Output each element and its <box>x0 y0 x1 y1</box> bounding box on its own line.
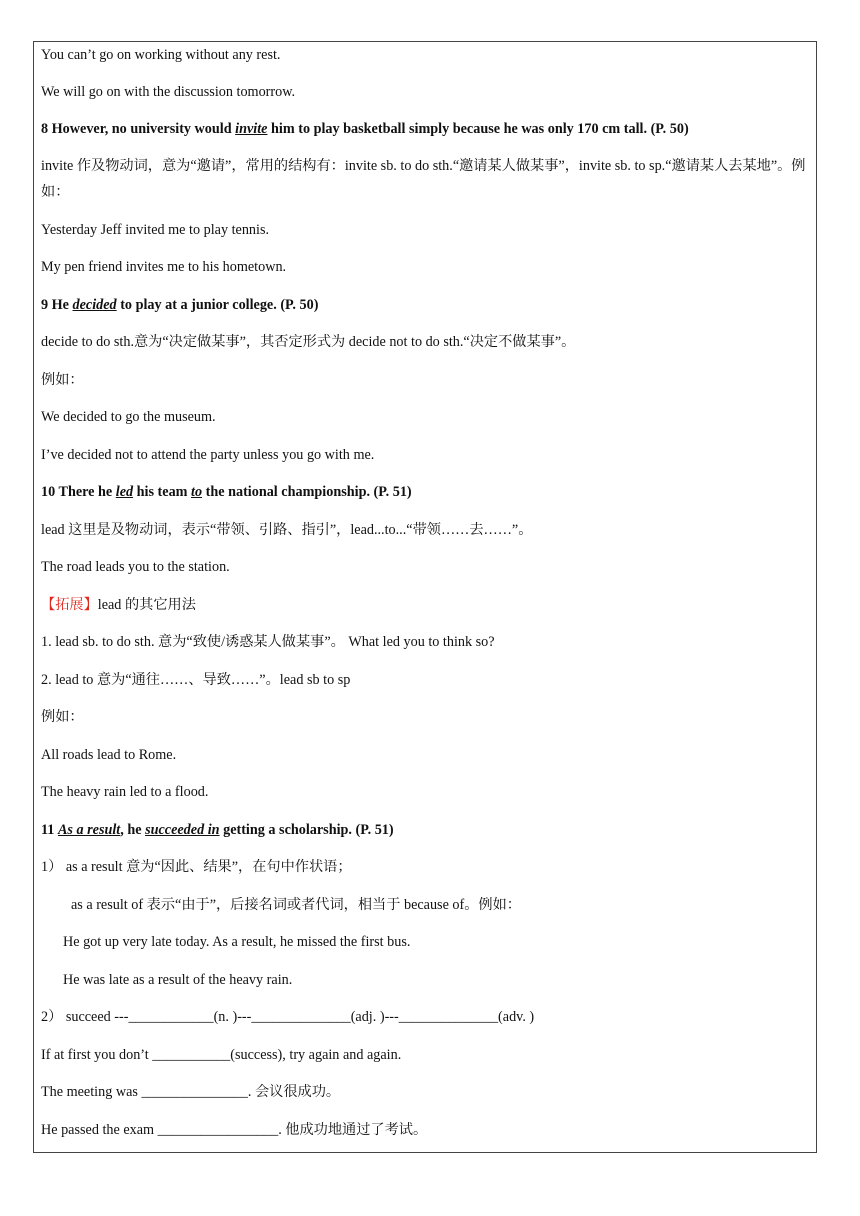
exercise-word-forms: 2） succeed ---____________(n. )---______________(adj. )---______________(adv. ) <box>41 1009 535 1025</box>
example-sentence: Yesterday Jeff invited me to play tennis. <box>41 222 270 238</box>
exercise-sentence: The meeting was _______________. 会议很成功。 <box>41 1084 341 1100</box>
example-sentence: He got up very late today. As a result, he missed the first bus. <box>63 934 411 950</box>
heading-item-9: 9 He decided to play at a junior college. (P. 50) <box>41 297 319 313</box>
exercise-sentence: He passed the exam _________________. 他成功地通过了考试。 <box>41 1122 428 1138</box>
example-sentence: He was late as a result of the heavy rain. <box>63 972 293 988</box>
exercise-sentence: If at first you don’t ___________(success), try again and again. <box>41 1047 402 1063</box>
usage-point: 1） as a result 意为“因此、结果”，在句中作状语； <box>41 859 352 875</box>
example-sentence: All roads lead to Rome. <box>41 747 177 763</box>
example-label: 例如： <box>41 372 84 388</box>
usage-point: 1. lead sb. to do sth. 意为“致使/诱惑某人做某事”。 What led you to think so? <box>41 634 495 650</box>
keyword-as-a-result: As a result <box>57 822 121 838</box>
usage-point: 2. lead to 意为“通往……、导致……”。lead sb to sp <box>41 672 351 688</box>
keyword-succeeded-in: succeeded in <box>145 822 220 838</box>
heading-item-8: 8 However, no university would invite him to play basketball simply because he was only 170 cm tall. (P. 50) <box>41 121 689 137</box>
heading-item-10: 10 There he led his team to the national championship. (P. 51) <box>41 484 412 500</box>
explanation-lead: lead 这里是及物动词，表示“带领、引路、指引”，lead...to...“带领……去……”。 <box>41 522 533 538</box>
keyword-led: led <box>115 484 134 500</box>
example-sentence: We will go on with the discussion tomorrow. <box>41 84 296 100</box>
example-sentence: I’ve decided not to attend the party unless you go with me. <box>41 447 375 463</box>
keyword-invite: invite <box>235 121 268 137</box>
example-sentence: The road leads you to the station. <box>41 559 230 575</box>
extension-tag: 【拓展】 <box>41 597 98 613</box>
example-sentence: My pen friend invites me to his hometown. <box>41 259 287 275</box>
explanation-decide: decide to do sth.意为“决定做某事”，其否定形式为 decide not to do sth.“决定不做某事”。 <box>41 334 576 350</box>
example-label: 例如： <box>41 709 84 725</box>
keyword-to: to <box>191 484 203 500</box>
usage-point: as a result of 表示“由于”，后接名词或者代词，相当于 because of。例如： <box>71 897 521 913</box>
example-sentence: We decided to go the museum. <box>41 409 216 425</box>
explanation-invite: invite 作及物动词，意为“邀请”，常用的结构有：invite sb. to do sth.“邀请某人做某事”，invite sb. to sp.“邀请某人去某地”。例如： <box>41 158 806 200</box>
heading-item-11: 11 As a result, he succeeded in getting a scholarship. (P. 51) <box>41 822 394 838</box>
example-sentence: The heavy rain led to a flood. <box>41 784 209 800</box>
extension-heading: 【拓展】lead 的其它用法 <box>41 597 196 613</box>
keyword-decided: decided <box>72 297 117 313</box>
example-sentence: You can’t go on working without any rest. <box>41 47 281 63</box>
